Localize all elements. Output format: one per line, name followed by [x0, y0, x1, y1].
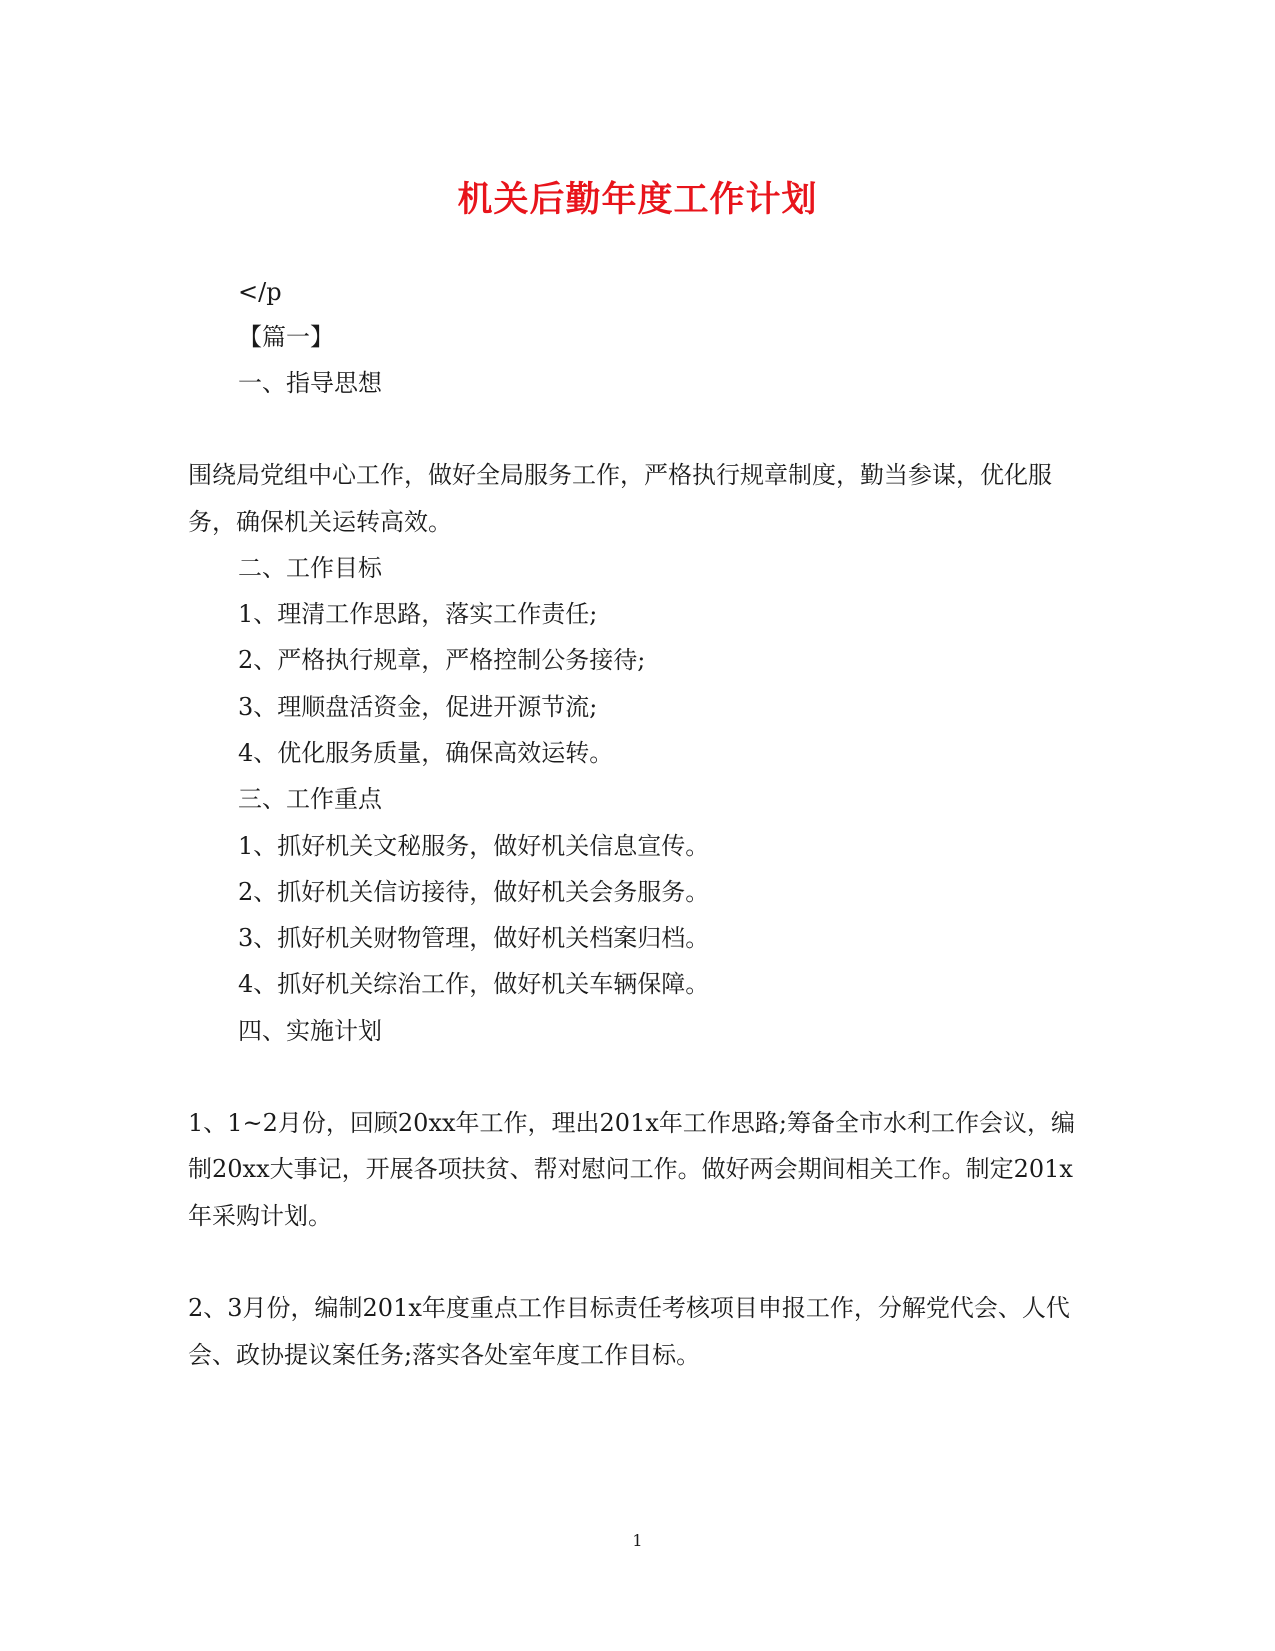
section-label: 【篇一】	[238, 323, 334, 351]
paragraph-line: 务，确保机关运转高效。	[188, 508, 452, 536]
paragraph-line: 2、3月份，编制201x年度重点工作目标责任考核项目申报工作，分解党代会、人代	[188, 1294, 1070, 1322]
list-item: 1、抓好机关文秘服务，做好机关信息宣传。	[238, 832, 710, 860]
list-item: 3、抓好机关财物管理，做好机关档案归档。	[238, 924, 710, 952]
document-title: 机关后勤年度工作计划	[457, 179, 818, 220]
page-number: 1	[632, 1531, 643, 1550]
heading-work-goals: 二、工作目标	[238, 554, 382, 582]
heading-guiding-idea: 一、指导思想	[238, 369, 382, 397]
paragraph-line: 年采购计划。	[188, 1202, 332, 1230]
list-item: 4、抓好机关综治工作，做好机关车辆保障。	[238, 970, 710, 998]
list-item: 2、严格执行规章，严格控制公务接待;	[238, 646, 646, 674]
heading-implementation-plan: 四、实施计划	[238, 1017, 382, 1045]
paragraph-line: 围绕局党组中心工作，做好全局服务工作，严格执行规章制度，勤当参谋，优化服	[188, 461, 1052, 489]
paragraph-line: 会、政协提议案任务;落实各处室年度工作目标。	[188, 1341, 701, 1369]
paragraph-line: 制20xx大事记，开展各项扶贫、帮对慰问工作。做好两会期间相关工作。制定201x	[188, 1155, 1073, 1183]
list-item: 4、优化服务质量，确保高效运转。	[238, 739, 614, 767]
paragraph-line: 1、1~2月份，回顾20xx年工作，理出201x年工作思路;筹备全市水利工作会议，编	[188, 1109, 1075, 1137]
stray-tag-text: </p	[238, 278, 282, 306]
list-item: 3、理顺盘活资金，促进开源节流;	[238, 693, 598, 721]
heading-key-work: 三、工作重点	[238, 785, 382, 813]
list-item: 2、抓好机关信访接待，做好机关会务服务。	[238, 878, 710, 906]
list-item: 1、理清工作思路，落实工作责任;	[238, 600, 598, 628]
